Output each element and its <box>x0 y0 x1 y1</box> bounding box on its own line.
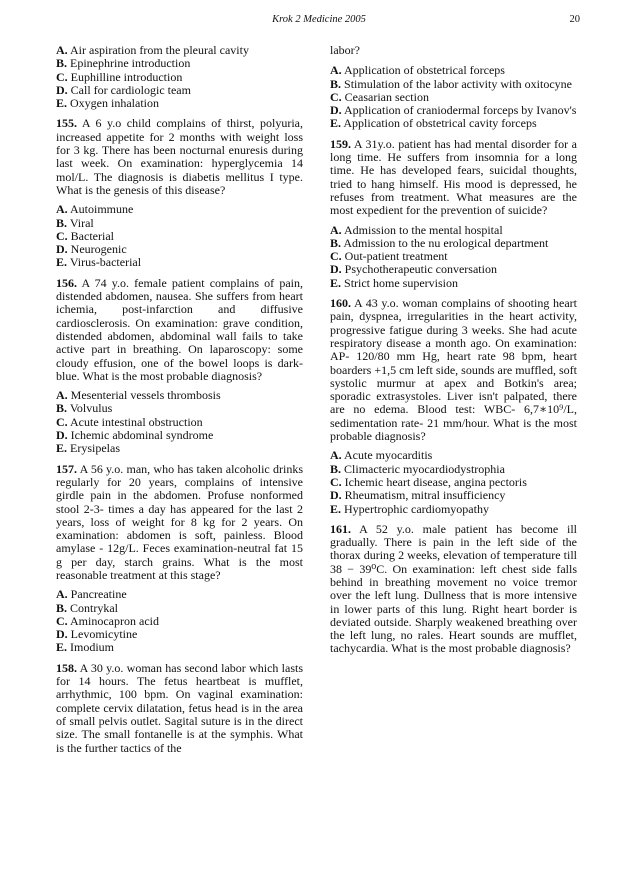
question-158-continuation: labor? <box>330 43 360 57</box>
answer-option: D. Levomicytine <box>56 627 138 642</box>
answer-option: B. Contrykal <box>56 600 119 615</box>
question-156: 156. A 74 y.o. female patient complains of pain, distended abdomen, nausea. She suffers from heart ichemia, post-infarction and diffusive cardiosclerosis. On examination: grave condition, distended abdomen, abdominal wall fails to take active part in breathing. On laparoscopy: some cloudy effusion, one of the bowel loops is dark-blue. What is the most probable diagnosis? <box>56 275 303 383</box>
question-159: 159. A 31y.o. patient has had mental disorder for a long time. He suffers from insomnia for a long time. He has developed fears, suicidal thoughts, tried to hang himself. His mood is depressed, he refuses from treatment. What measures are the most expedient for the prevention of suicide? <box>330 136 578 218</box>
answer-option: A. Autoimmune <box>56 202 134 217</box>
answer-option: A. Pancreatine <box>56 587 127 602</box>
answer-options <box>56 44 303 110</box>
answer-option: C. Aminocapron acid <box>56 613 159 628</box>
answer-option: C. Euphilline introduction <box>56 69 183 84</box>
right-column <box>330 44 577 662</box>
answer-option: E. Oxygen inhalation <box>56 96 159 111</box>
answer-options <box>330 224 577 290</box>
answer-option: B. Stimulation of the labor activity with oxitocyne <box>330 76 572 91</box>
answer-option: E. Virus-bacterial <box>56 255 142 270</box>
answer-option: E. Hypertrophic cardiomyopathy <box>330 501 489 516</box>
answer-option: B. Volvulus <box>56 401 113 416</box>
page-number: 20 <box>569 14 580 25</box>
answer-option: C. Ichemic heart disease, angina pectoris <box>330 474 527 489</box>
question-158: 158. A 30 y.o. woman has second labor which lasts for 14 hours. The fetus heartbeat is mufflet, arrhythmic, 100 bpm. On vaginal examination: complete cervix dilatation, fetus head is in the area of small pelvis outlet. Sagital suture is in the direct size. The small fontanelle is at the symphis. What is the further tactics of the <box>56 660 304 755</box>
answer-option: D. Neurogenic <box>56 242 127 257</box>
answer-option: D. Rheumatism, mitral insufficiency <box>330 488 506 503</box>
answer-option: C. Out-patient treatment <box>330 249 448 264</box>
answer-option: D. Ichemic abdominal syndrome <box>56 428 214 443</box>
answer-option: B. Epinephrine introduction <box>56 56 191 71</box>
answer-option: A. Admission to the mental hospital <box>330 222 503 237</box>
answer-option: E. Imodium <box>56 640 115 655</box>
answer-options <box>56 389 303 455</box>
answer-option: E. Erysipelas <box>56 441 121 456</box>
question-155: 155. A 6 y.o child complains of thirst, polyuria, increased appetite for 2 months with weight loss for 3 kg. There has been nocturnal enuresis during last week. On examination: hyperglycemia 14 mol/L. The diagnosis is diabetis mellitus I type. What is the genesis of this disease? <box>56 116 303 197</box>
answer-option: D. Call for cardiologic team <box>56 82 191 97</box>
answer-option: E. Application of obstetrical cavity forceps <box>330 116 537 131</box>
left-column <box>56 44 303 761</box>
answer-options <box>330 449 577 515</box>
answer-options <box>330 64 577 130</box>
answer-options <box>56 203 303 269</box>
answer-option: C. Ceasarian section <box>330 89 429 104</box>
answer-option: C. Bacterial <box>56 228 114 243</box>
answer-options <box>56 588 303 654</box>
answer-option: B. Climacteric myocardiodystrophia <box>330 461 505 476</box>
question-157: 157. A 56 y.o. man, who has taken alcoholic drinks regularly for 20 years, complains of intensive girdle pain in the abdomen. Profuse nonformed stool 2-3- times a day has appeared for the last 2 years, loss of weight for 8 kg for 2 years. On examination: abdomen is soft, painless. Blood amylase - 12g/L. Feces examination-neutral fat 15 g per day, starch grains. What is the most reasonable treatment at this stage? <box>56 461 303 582</box>
answer-option: A. Acute myocarditis <box>330 448 433 463</box>
answer-option: A. Mesenterial vessels thrombosis <box>56 388 221 403</box>
answer-option: B. Viral <box>56 215 94 230</box>
question-160: 160. A 43 y.o. woman complains of shooting heart pain, dyspnea, irregularities in the heart activity, progressive fatigue during 3 weeks. She had acute respiratory disease a month ago. On examination: AP- 120/80 mm Hg, heart rate 98 bpm, heart boarders +1,5 cm left side, sounds are muffled, soft systolic murmur at apex and Botkin's area; sporadic extrasystoles. Liver isn't palpated, there are no edema. Blood test: WBC- 6,7∗10⁹/L, sedimentation rate- 21 mm/hour. What is the most probable diagnosis? <box>330 296 577 444</box>
answer-option: A. Application of obstetrical forceps <box>330 63 505 78</box>
answer-option: E. Strict home supervision <box>330 275 459 290</box>
answer-option: C. Acute intestinal obstruction <box>56 414 203 429</box>
page-header <box>58 14 580 30</box>
answer-option: A. Air aspiration from the pleural cavity <box>56 43 249 57</box>
question-161: 161. A 52 y.o. male patient has become ill gradually. There is pain in the left side of the thorax during 2 weeks, elevation of temperature till 38 − 39⁰C. On examination: left chest side falls behind in breathing movement no voice tremor over the left lung. Dullness that is more intensive in lower parts of this lung. Right heart border is deviated outside. Sharply weakened breathing over the left lung, no rales. Heart sounds are mufflet, tachycardia. What is the most probable diagnosis? <box>330 521 577 656</box>
running-title: Krok 2 Medicine 2005 <box>272 14 366 25</box>
answer-option: D. Psychotherapeutic conversation <box>330 262 497 277</box>
answer-option: B. Admission to the nu erological department <box>330 235 549 250</box>
answer-option: D. Application of craniodermal forceps by Ivanov's <box>330 103 577 118</box>
